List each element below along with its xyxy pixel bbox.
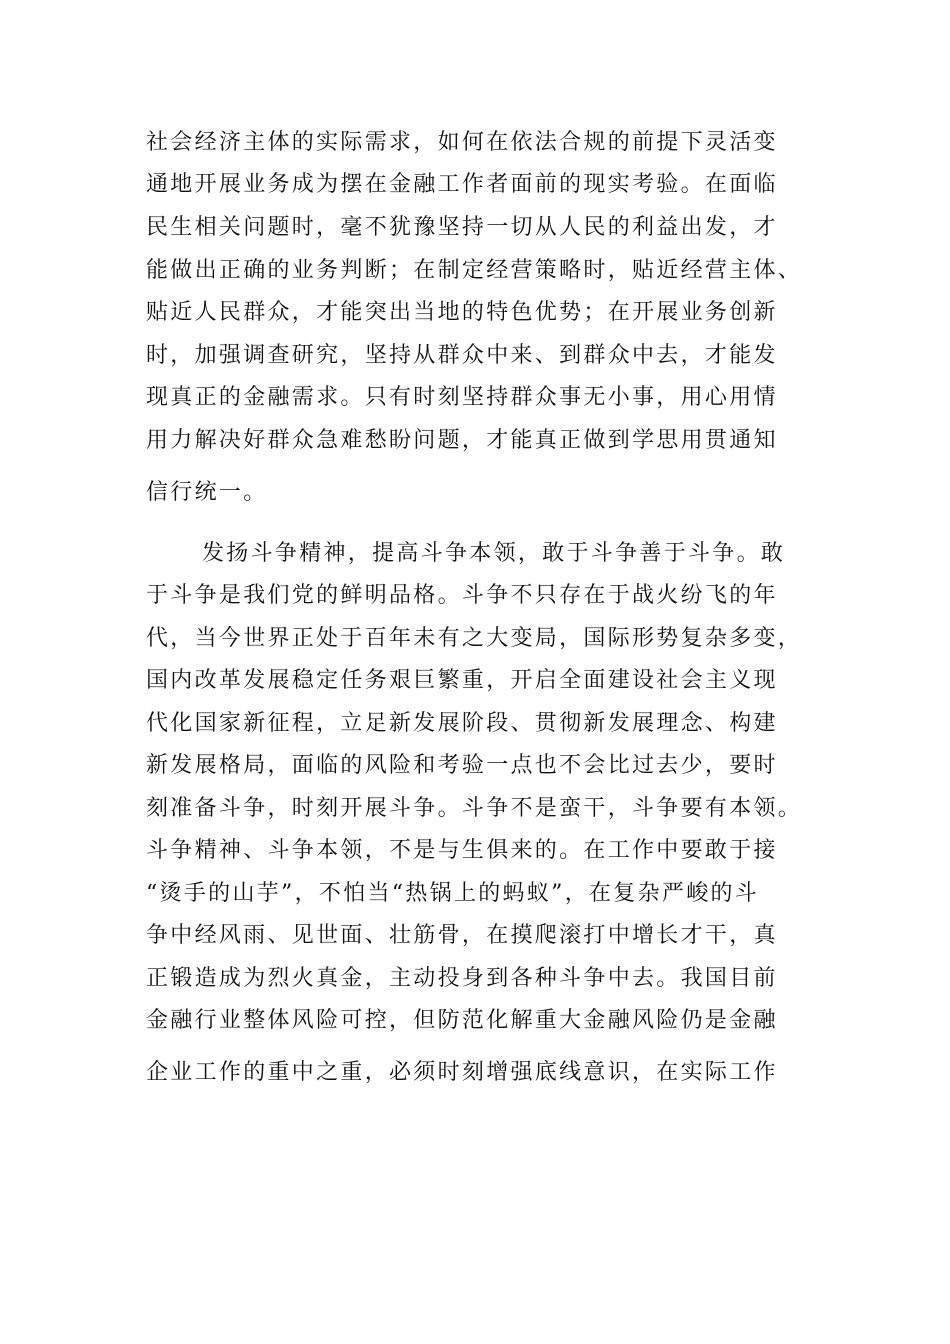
text-line: 现真正的金融需求。只有时刻坚持群众事无小事，用心用情: [146, 385, 778, 410]
text-line: 民生相关问题时，毫不犹豫坚持一切从人民的利益出发，才: [146, 215, 778, 240]
text-line: 社会经济主体的实际需求，如何在依法合规的前提下灵活变: [146, 130, 778, 155]
text-line: 用力解决好群众急难愁盼问题，才能真正做到学思用贯通知: [146, 428, 778, 453]
text-line: 国内改革发展稳定任务艰巨繁重，开启全面建设社会主义现: [146, 668, 778, 693]
text-line: 信行统一。: [146, 480, 268, 505]
text-line: 通地开展业务成为摆在金融工作者面前的现实考验。在面临: [146, 172, 778, 197]
text-line: 发扬斗争精神，提高斗争本领，敢于斗争善于斗争。敢: [202, 541, 786, 566]
text-line: “烫手的山芋”，不怕当“热锅上的蚂蚁”，在复杂严峻的斗: [146, 881, 760, 906]
text-line: 时，加强调查研究，坚持从群众中来、到群众中去，才能发: [146, 343, 778, 368]
text-line: 争中经风雨、见世面、壮筋骨，在摸爬滚打中增长才干，真: [146, 923, 778, 948]
text-line: 新发展格局，面临的风险和考验一点也不会比过去少，要时: [146, 753, 778, 778]
text-line: 能做出正确的业务判断；在制定经营策略时，贴近经营主体、: [146, 258, 803, 283]
text-line: 刻准备斗争，时刻开展斗争。斗争不是蛮干，斗争要有本领。: [146, 796, 803, 821]
text-line: 企业工作的重中之重，必须时刻增强底线意识，在实际工作: [146, 1060, 778, 1085]
text-line: 正锻造成为烈火真金，主动投身到各种斗争中去。我国目前: [146, 966, 778, 991]
text-line: 贴近人民群众，才能突出当地的特色优势；在开展业务创新: [146, 300, 778, 325]
text-line: 于斗争是我们党的鲜明品格。斗争不只存在于战火纷飞的年: [146, 583, 778, 608]
text-line: 代化国家新征程，立足新发展阶段、贯彻新发展理念、构建: [146, 711, 778, 736]
text-line: 代，当今世界正处于百年未有之大变局，国际形势复杂多变，: [146, 626, 803, 651]
text-line: 金融行业整体风险可控，但防范化解重大金融风险仍是金融: [146, 1008, 778, 1033]
text-line: 斗争精神、斗争本领，不是与生俱来的。在工作中要敢于接: [146, 838, 778, 863]
